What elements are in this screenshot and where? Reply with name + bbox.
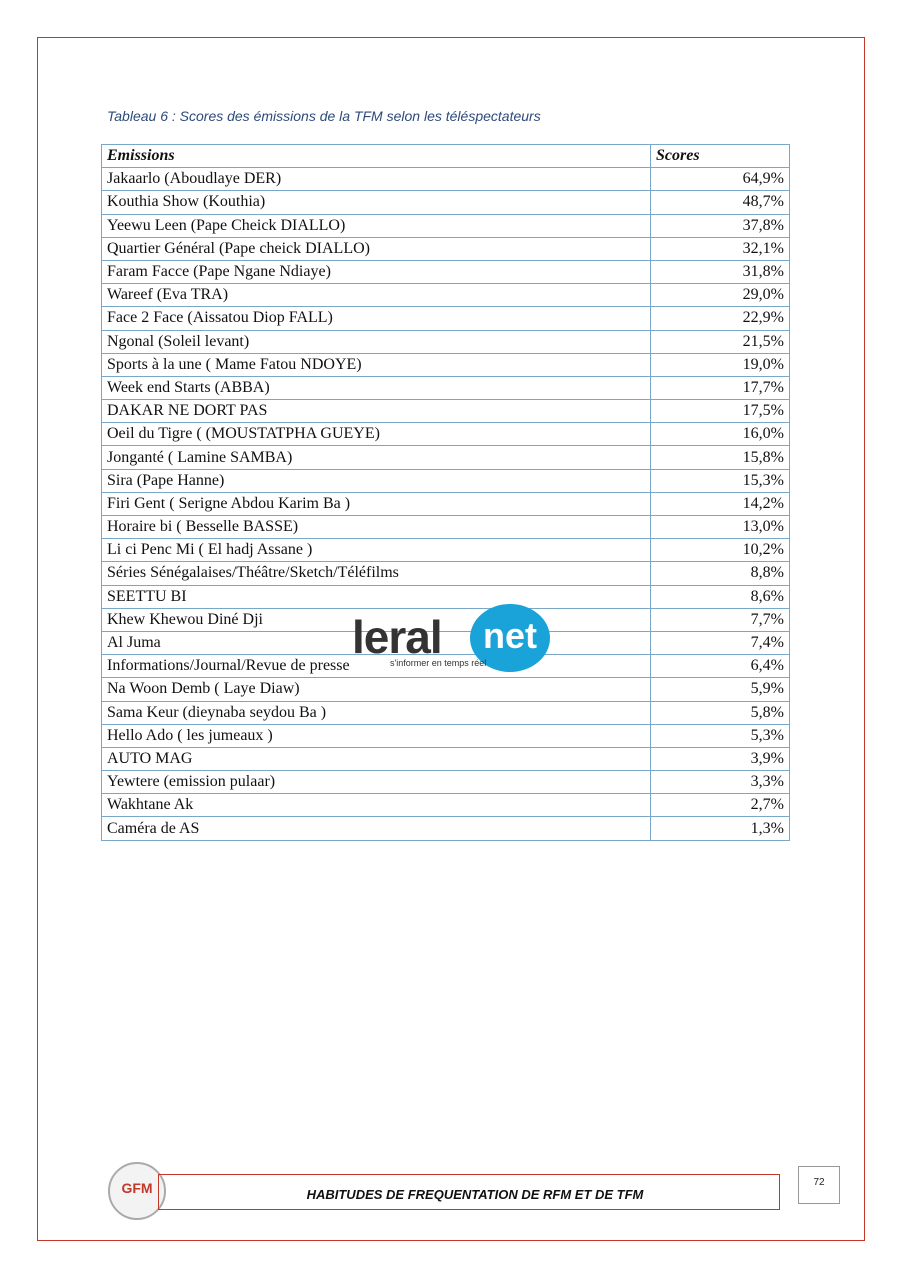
table-row	[102, 376, 790, 399]
emission-name: AUTO MAG	[102, 747, 651, 770]
table-row	[102, 260, 790, 283]
table-row	[102, 469, 790, 492]
gfm-logo-text: GFM	[121, 1180, 153, 1196]
table-row	[102, 817, 790, 840]
emission-name: Sira (Pape Hanne)	[102, 469, 651, 492]
table-row	[102, 353, 790, 376]
table-caption: Tableau 6 : Scores des émissions de la TFM selon les téléspectateurs	[107, 108, 541, 124]
emission-score: 2,7%	[651, 794, 790, 817]
emission-name: Oeil du Tigre ( (MOUSTATPHA GUEYE)	[102, 423, 651, 446]
emission-score: 7,4%	[651, 631, 790, 654]
table-row	[102, 539, 790, 562]
emission-score: 8,8%	[651, 562, 790, 585]
emission-score: 37,8%	[651, 214, 790, 237]
table-row	[102, 330, 790, 353]
table-row	[102, 214, 790, 237]
table-row	[102, 701, 790, 724]
table-row	[102, 724, 790, 747]
emission-score: 31,8%	[651, 260, 790, 283]
emission-name: Face 2 Face (Aissatou Diop FALL)	[102, 307, 651, 330]
emission-score: 5,9%	[651, 678, 790, 701]
emission-name: Séries Sénégalaises/Théâtre/Sketch/Téléfilms	[102, 562, 651, 585]
emission-name: Wakhtane Ak	[102, 794, 651, 817]
emission-name: SEETTU BI	[102, 585, 651, 608]
table-row	[102, 794, 790, 817]
table-row	[102, 747, 790, 770]
table-row	[102, 423, 790, 446]
table-header-row	[102, 145, 790, 168]
emission-score: 15,8%	[651, 446, 790, 469]
scores-table	[101, 144, 790, 841]
emission-name: Yewtere (emission pulaar)	[102, 771, 651, 794]
table-row	[102, 771, 790, 794]
emission-score: 7,7%	[651, 608, 790, 631]
emission-score: 17,5%	[651, 400, 790, 423]
emission-name: Li ci Penc Mi ( El hadj Assane )	[102, 539, 651, 562]
emission-score: 21,5%	[651, 330, 790, 353]
emission-name: Na Woon Demb ( Laye Diaw)	[102, 678, 651, 701]
emission-score: 5,8%	[651, 701, 790, 724]
emission-score: 64,9%	[651, 168, 790, 191]
table-row	[102, 237, 790, 260]
emission-score: 22,9%	[651, 307, 790, 330]
emission-score: 10,2%	[651, 539, 790, 562]
emission-name: Informations/Journal/Revue de presse	[102, 655, 651, 678]
emission-score: 8,6%	[651, 585, 790, 608]
table-row	[102, 516, 790, 539]
table-row	[102, 585, 790, 608]
emission-name: Firi Gent ( Serigne Abdou Karim Ba )	[102, 492, 651, 515]
table-row	[102, 284, 790, 307]
table-row	[102, 492, 790, 515]
emission-score: 14,2%	[651, 492, 790, 515]
emission-name: Hello Ado ( les jumeaux )	[102, 724, 651, 747]
emission-score: 29,0%	[651, 284, 790, 307]
emission-score: 1,3%	[651, 817, 790, 840]
watermark-tagline: s'informer en temps réel	[390, 658, 487, 668]
table-row	[102, 631, 790, 654]
emission-name: Jonganté ( Lamine SAMBA)	[102, 446, 651, 469]
emission-score: 3,3%	[651, 771, 790, 794]
emission-name: Ngonal (Soleil levant)	[102, 330, 651, 353]
emission-name: Al Juma	[102, 631, 651, 654]
emission-name: Wareef (Eva TRA)	[102, 284, 651, 307]
emission-score: 15,3%	[651, 469, 790, 492]
emission-score: 19,0%	[651, 353, 790, 376]
table-row	[102, 446, 790, 469]
emission-score: 6,4%	[651, 655, 790, 678]
watermark-brand: leral	[352, 611, 442, 663]
emission-score: 13,0%	[651, 516, 790, 539]
emission-name: Week end Starts (ABBA)	[102, 376, 651, 399]
table-row	[102, 678, 790, 701]
watermark-circle: net	[470, 604, 550, 672]
column-header-scores: Scores	[651, 145, 790, 168]
column-header-emissions: Emissions	[102, 145, 651, 168]
emission-name: Khew Khewou Diné Dji	[102, 608, 651, 631]
emission-score: 32,1%	[651, 237, 790, 260]
table-row	[102, 562, 790, 585]
emission-name: DAKAR NE DORT PAS	[102, 400, 651, 423]
emission-name: Faram Facce (Pape Ngane Ndiaye)	[102, 260, 651, 283]
emission-name: Sports à la une ( Mame Fatou NDOYE)	[102, 353, 651, 376]
page-number: 72	[798, 1166, 840, 1204]
table-row	[102, 655, 790, 678]
emission-name: Jakaarlo (Aboudlaye DER)	[102, 168, 651, 191]
emission-score: 48,7%	[651, 191, 790, 214]
table-row	[102, 307, 790, 330]
emission-name: Kouthia Show (Kouthia)	[102, 191, 651, 214]
emission-name: Caméra de AS	[102, 817, 651, 840]
emission-score: 17,7%	[651, 376, 790, 399]
table-row	[102, 608, 790, 631]
table-row	[102, 191, 790, 214]
emission-name: Sama Keur (dieynaba seydou Ba )	[102, 701, 651, 724]
emission-score: 16,0%	[651, 423, 790, 446]
footer-title: HABITUDES DE FREQUENTATION DE RFM ET DE TFM	[306, 1187, 644, 1202]
emission-score: 5,3%	[651, 724, 790, 747]
emission-name: Quartier Général (Pape cheick DIALLO)	[102, 237, 651, 260]
emission-name: Yeewu Leen (Pape Cheick DIALLO)	[102, 214, 651, 237]
emission-score: 3,9%	[651, 747, 790, 770]
table-row	[102, 400, 790, 423]
table-row	[102, 168, 790, 191]
emission-name: Horaire bi ( Besselle BASSE)	[102, 516, 651, 539]
